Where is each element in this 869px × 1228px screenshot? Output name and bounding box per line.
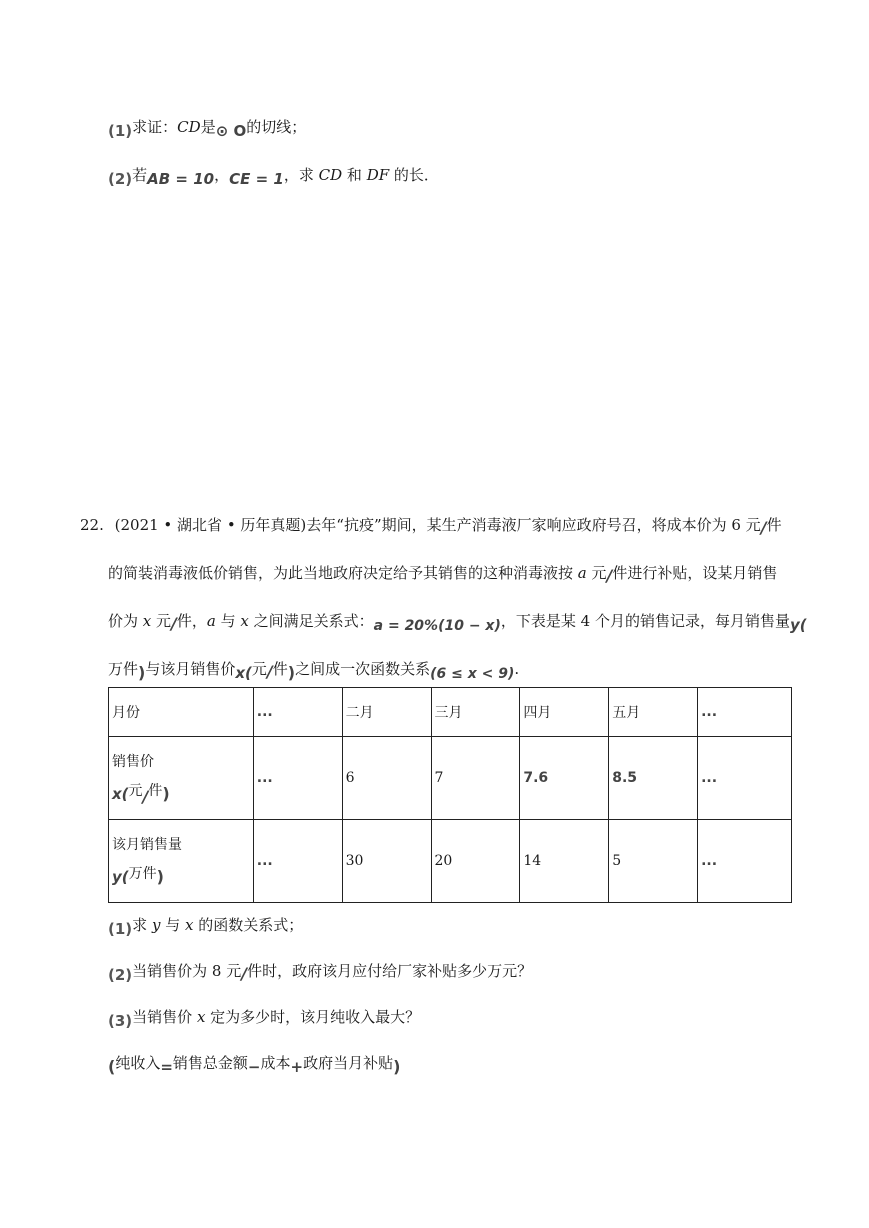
question-a1: (1)求证：CD是⊙ O的切线； bbox=[108, 118, 307, 140]
table-cell: 四月 bbox=[520, 688, 609, 737]
table-row-price bbox=[109, 737, 792, 820]
note-net-income: (纯收入=销售总金额−成本+政府当月补贴) bbox=[108, 1054, 401, 1076]
question-number: (1) bbox=[108, 920, 133, 938]
circle-symbol: ⊙ O bbox=[215, 122, 247, 140]
table-cell: ... bbox=[698, 737, 792, 820]
table-cell: 三月 bbox=[431, 688, 520, 737]
table-cell: 二月 bbox=[342, 688, 431, 737]
question-number: (2) bbox=[108, 170, 133, 188]
table-cell: 五月 bbox=[609, 688, 698, 737]
formula: AB = 10 bbox=[147, 170, 215, 188]
table-row-sales bbox=[109, 820, 792, 903]
table-cell: ... bbox=[253, 737, 342, 820]
formula: a = 20%(10 − x) bbox=[373, 618, 501, 634]
problem-number: 22. bbox=[80, 516, 104, 534]
table-cell: 6 bbox=[342, 737, 431, 820]
formula: CE = 1 bbox=[229, 170, 284, 188]
table-cell: 14 bbox=[520, 820, 609, 903]
sales-record-table bbox=[108, 687, 792, 903]
problem-22-line-3: 价为 x 元/件，a 与 x 之间满足关系式：a = 20%(10 − x)，下表是某 4 个月的销售记录，每月销售量y( bbox=[108, 612, 807, 634]
question-22-3: (3)当销售价 x 定为多少时，该月纯收入最大？ bbox=[108, 1008, 421, 1030]
row-label: 销售价 x(元/件) bbox=[109, 737, 254, 820]
table-cell: 7 bbox=[431, 737, 520, 820]
question-number: (3) bbox=[108, 1012, 133, 1030]
problem-22-line-1: 22. (2021 • 湖北省 • 历年真题)去年“抗疫”期间，某生产消毒液厂家响应政府号召，将成本价为 6 元/件 bbox=[80, 516, 782, 537]
formula: (6 ≤ x < 9) bbox=[430, 666, 515, 682]
question-number: (2) bbox=[108, 966, 133, 984]
table-cell: ... bbox=[253, 688, 342, 737]
table-cell: 月份 bbox=[109, 688, 254, 737]
problem-22-line-2: 的简装消毒液低价销售，为此当地政府决定给予其销售的这种消毒液按 a 元/件进行补贴，设某月销售 bbox=[108, 564, 778, 585]
question-22-2: (2)当销售价为 8 元/件时，政府该月应付给厂家补贴多少万元？ bbox=[108, 962, 533, 984]
question-number: (1) bbox=[108, 122, 133, 140]
table-cell: 30 bbox=[342, 820, 431, 903]
table-cell: ... bbox=[698, 688, 792, 737]
table-cell: 5 bbox=[609, 820, 698, 903]
table-cell: 7.6 bbox=[520, 737, 609, 820]
table-cell: 20 bbox=[431, 820, 520, 903]
table-cell: 8.5 bbox=[609, 737, 698, 820]
row-label: 该月销售量 y(万件) bbox=[109, 820, 254, 903]
question-22-1: (1)求 y 与 x 的函数关系式； bbox=[108, 916, 304, 938]
table-cell: ... bbox=[253, 820, 342, 903]
table-cell: ... bbox=[698, 820, 792, 903]
question-a2: (2)若AB = 10，CE = 1，求 CD 和 DF 的长． bbox=[108, 166, 439, 188]
problem-22-line-4: 万件)与该月销售价x(元/件)之间成一次函数关系(6 ≤ x < 9). bbox=[108, 660, 520, 682]
table-header-row bbox=[109, 688, 792, 737]
